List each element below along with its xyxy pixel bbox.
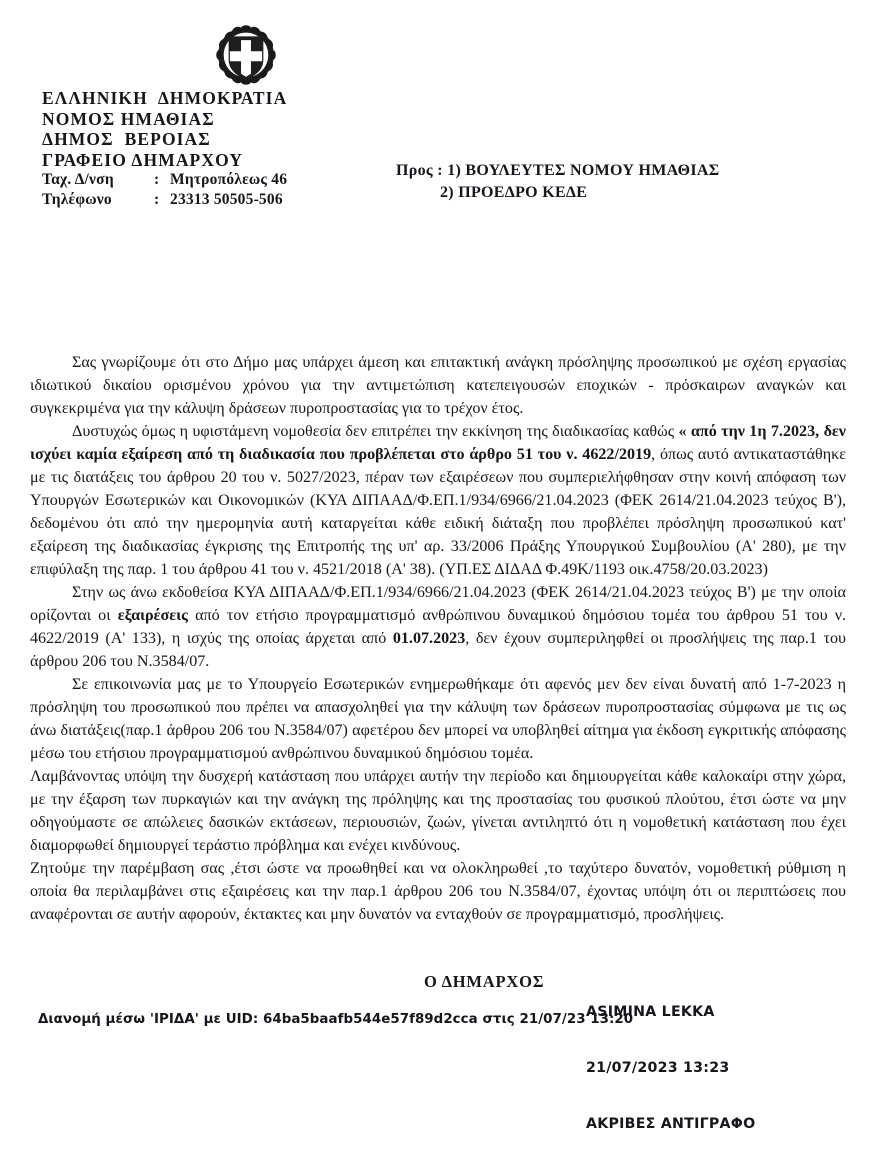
emblem-container <box>42 24 402 86</box>
address-label: Ταχ. Δ/νση <box>42 171 114 188</box>
signature-certification: ΑΚΡΙΒΕΣ ΑΝΤΙΓΡΑΦΟ <box>586 1115 756 1132</box>
letter-body <box>30 352 846 928</box>
body-paragraph-2 <box>30 421 846 581</box>
body-paragraph-4: Σε επικοινωνία μας με το Υπουργείο Εσωτερικών ενημερωθήκαμε ότι αφενός μεν δεν είναι δυνατή από 1-7-2023 η πρόσληψη του προσωπικού που πρέπει να απασχοληθεί για την κάλυψη των δράσεων πυροπροστασίας σύμφωνα με τις ως άνω διατάξεις(παρ.1 άρθρου 206 του Ν.3584/07) αφετέρου δεν μπορεί να υποβληθεί αίτημα για έκδοση εγκριτικής απόφασης μέσω του ετήσιου προγραμματισμού ανθρώπινου δυναμικού δημόσιου τομέα. <box>30 676 846 762</box>
address-value: Μητροπόλεως 46 <box>170 171 288 188</box>
contact-row-address <box>42 170 402 190</box>
p3-emphasis-date: 01.07.2023 <box>392 629 466 647</box>
recipient-prefix: Προς : <box>396 162 448 179</box>
contact-row-phone <box>42 190 402 210</box>
hellenic-republic-coat-of-arms-icon <box>215 24 277 86</box>
body-paragraph-3 <box>30 582 846 674</box>
org-line-country: ΕΛΛΗΝΙΚΗ ΔΗΜΟΚΡΑΤΙΑ <box>42 88 288 108</box>
signature-signer-name: ASIMINA LEKKA <box>586 1004 715 1021</box>
p2-emphasis: « από την 1η 7.2023, δεν ισχύει καμία εξαίρεση από τη διαδικασία που προβλέπεται στο άρθρο 51 του ν. 4622/2019 <box>30 423 846 464</box>
body-paragraph-6: Ζητούμε την παρέμβαση σας ,έτσι ώστε να προωθηθεί και να ολοκληρωθεί ,το ταχύτερο δυνατόν, νομοθετική ρύθμιση η οποία θα περιλαμβάνει στις εξαιρέσεις και την παρ.1 άρθρου 206 του Ν.3584/07, έχοντας υπόψη ότι οι περιπτώσεις που αναφέρονται σε αυτήν αφορούν, έκτακτες και μην δυνατόν να ενταχθούν σε προγραμματισμό, προσλήψεις. <box>30 860 846 924</box>
p3-emphasis-exceptions: εξαιρέσεις <box>117 606 188 624</box>
address-colon: : <box>154 171 160 188</box>
org-line-office: ΓΡΑΦΕΙΟ ΔΗΜΑΡΧΟΥ <box>42 149 244 170</box>
p2-part-a: Δυστυχώς όμως η υφιστάμενη νομοθεσία δεν επιτρέπει την εκκίνηση της διαδικασίας καθώς <box>72 423 679 441</box>
recipient-entry-2: 2) ΠΡΟΕΔΡΟ ΚΕΔΕ <box>440 184 588 201</box>
recipient-line-1 <box>396 160 719 182</box>
org-line-municipality: ΔΗΜΟΣ ΒΕΡΟΙΑΣ <box>42 129 211 149</box>
p3-part-b: από τον ετήσιο προγραμματισμό ανθρώπινου δυναμικού δημόσιου τομέα του άρθρου 51 του ν. 4622/2019 (Α' 133), η ισχύς της οποίας άρχεται από <box>30 606 846 647</box>
recipient-block <box>396 160 719 204</box>
digital-signature-block <box>586 966 755 1171</box>
p3-part-a: Στην ως άνω εκδοθείσα ΚΥΑ ΔΙΠΑΑΔ/Φ.ΕΠ.1/934/6966/21.04.2023 (ΦΕΚ 2614/21.04.2023 τεύχος Β') με την οποία ορίζονται οι <box>30 584 846 624</box>
phone-colon: : <box>154 191 160 208</box>
phone-label: Τηλέφωνο <box>42 191 112 208</box>
closing-title-mayor: Ο ΔΗΜΑΡΧΟΣ <box>424 972 545 991</box>
letterhead <box>42 24 402 210</box>
signature-datetime: 21/07/2023 13:23 <box>586 1059 730 1076</box>
distribution-stamp: Διανομή μέσω 'ΙΡΙΔΑ' με UID: 64ba5baafb544e57f89d2cca στις 21/07/23 13:20 <box>38 1012 634 1027</box>
body-paragraph-1: Σας γνωρίζουμε ότι στο Δήμο μας υπάρχει άμεση και επιτακτική ανάγκη πρόσληψης προσωπικού με σχέση εργασίας ιδιωτικού δικαίου ορισμένου χρόνου για την αντιμετώπιση κατεπειγουσών εποχικών - πρόσκαιρων αναγκών και συγκεκριμένα για την κάλυψη δράσεων πυροπροστασίας για το τρέχον έτος. <box>30 354 846 417</box>
p3-part-c: , δεν έχουν συμπεριληφθεί οι προσλήψεις της παρ.1 του άρθρου 206 του Ν.3584/07. <box>30 629 846 670</box>
body-paragraph-5: Λαμβάνοντας υπόψη την δυσχερή κατάσταση που υπάρχει αυτήν την περίοδο και δημιουργείται κάθε καλοκαίρι στην χώρα, με την έξαρση των πυρκαγιών και την ανάγκη της πρόληψης και της προστασίας του φυσικού πλούτου, έτσι ώστε να μην οδηγούμαστε σε απώλειες δασικών εκτάσεων, περιουσιών, ζωών, γίνεται αντιληπτό ότι η νομοθετική κατάσταση που έχει διαμορφωθεί δημιουργεί τεράστιο πρόβλημα και ενέχει κινδύνους. <box>30 768 846 855</box>
phone-value: 23313 50505-506 <box>170 191 283 208</box>
recipient-entry-1: 1) ΒΟΥΛΕΥΤΕΣ ΝΟΜΟΥ ΗΜΑΘΙΑΣ <box>447 162 720 179</box>
recipient-line-2 <box>440 182 719 204</box>
org-line-prefecture: ΝΟΜΟΣ ΗΜΑΘΙΑΣ <box>42 108 215 129</box>
p2-part-b: , όπως αυτό αντικαταστάθηκε με τις διατάξεις του άρθρου 20 του ν. 5027/2023, πέραν των εξαιρέσεων που συμπεριελήφθησαν στην κοινή απόφαση των Υπουργών Εσωτερικών και Οικονομικών (ΚΥΑ ΔΙΠΑΑΔ/Φ.ΕΠ.1/934/6966/21.04.2023 (ΦΕΚ 2614/21.04.2023 τεύχος Β'), δεδομένου ότι από την ημερομηνία αυτή καταργείται κάθε ειδική διάταξη που προβλέπει πρόσληψη προσωπικού κατ' εξαίρεση της διαδικασίας έγκρισης της Επιτροπής της υπ' αρ. 33/2006 Πράξης Υπουργικού Συμβουλίου (Α' 280), με την επιφύλαξη της παρ. 1 του άρθρου 41 του ν. 4521/2018 (Α' 38). (ΥΠ.ΕΣ ΔΙΔΑΔ Φ.49Κ/1193 οικ.4758/20.03.2023) <box>30 446 846 578</box>
